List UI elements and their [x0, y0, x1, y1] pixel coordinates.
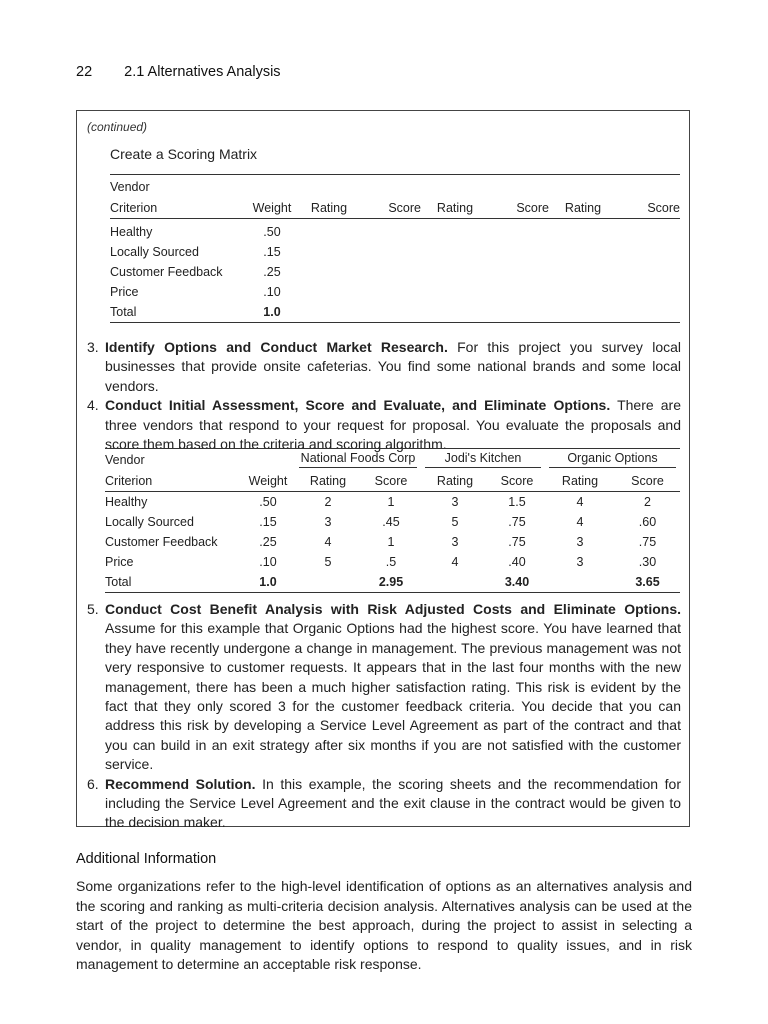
- criterion-cell: Locally Sourced: [110, 245, 199, 259]
- steps-list-a: [77, 338, 691, 454]
- rating-header: Rating: [295, 470, 361, 492]
- steps-list-b: [77, 600, 691, 833]
- matrix-title: Create a Scoring Matrix: [110, 146, 258, 162]
- criterion-cell: Customer Feedback: [110, 265, 223, 279]
- criterion-cell: Customer Feedback: [105, 535, 218, 549]
- criterion-header: Criterion: [105, 470, 241, 492]
- score-cell: .45: [382, 515, 400, 529]
- vendor-header: Vendor: [110, 179, 150, 194]
- step-number: 4.: [87, 397, 99, 414]
- score-cell: .75: [508, 515, 526, 529]
- step-number: 6.: [87, 775, 99, 792]
- step-title: Conduct Initial Assessment, Score and Evaluate, and Eliminate Options.: [105, 397, 611, 414]
- table-total-row: [105, 572, 680, 593]
- table-row: [105, 492, 680, 513]
- page-header: [76, 64, 281, 80]
- rating-cell: 3: [576, 555, 584, 569]
- score-cell: .5: [385, 555, 397, 569]
- score-cell: 1: [387, 495, 395, 509]
- list-item: [77, 775, 691, 833]
- rating-cell: 4: [576, 495, 584, 509]
- score-cell: 2: [644, 495, 651, 509]
- rating-cell: 3: [576, 535, 584, 549]
- step-text: Assume for this example that Organic Options had the highest score. You have learned that they have recently undergone a change in management. The previous management was not very responsive to customer requests. It appears that in the last four months with the new management, there has been a much higher satisfaction rating. This risk is evident by the fact that they only scored 3 for the customer feedback criteria. You decide that you can address this risk by developing a Service Level Agreement as part of the contract and that you can build in an exit strategy after six months if you are not satisfied with the customer service.: [105, 620, 681, 773]
- rating-cell: 3: [324, 515, 332, 529]
- criterion-cell: Locally Sourced: [105, 515, 194, 529]
- weight-cell: .10: [263, 285, 281, 299]
- rating-cell: 3: [451, 535, 459, 549]
- step-title: Recommend Solution.: [105, 775, 256, 792]
- score-header: Score: [617, 197, 680, 219]
- example-box: [76, 110, 690, 831]
- rating-cell: 4: [324, 535, 332, 549]
- vendor-national-foods-corp: National Foods Corp: [299, 451, 417, 468]
- step-number: 5.: [87, 601, 99, 617]
- score-cell: .75: [638, 535, 657, 549]
- weight-cell: .50: [263, 225, 281, 239]
- score-header: Score: [361, 197, 421, 219]
- score-header: Score: [361, 470, 421, 492]
- rating-cell: 2: [324, 495, 332, 509]
- step-title: Conduct Cost Benefit Analysis with Risk Adjusted Costs and Eliminate Options.: [105, 601, 681, 617]
- step-number: 3.: [87, 339, 99, 355]
- score-header: Score: [615, 470, 680, 492]
- table-total-row: [110, 302, 680, 323]
- weight-header: Weight: [247, 197, 297, 219]
- total-weight: 1.0: [259, 575, 277, 589]
- score-cell: 1: [387, 535, 395, 549]
- rating-header: Rating: [297, 197, 361, 219]
- table-row: [110, 219, 680, 243]
- table-header-row: [105, 449, 680, 471]
- scoring-matrix-table: [110, 174, 680, 323]
- table-row: [110, 242, 680, 262]
- list-item: [77, 338, 691, 396]
- rating-cell: 4: [451, 555, 459, 569]
- step-title: Identify Options and Conduct Market Research.: [105, 339, 448, 355]
- table-row: [110, 282, 680, 302]
- weight-cell: .50: [259, 495, 277, 509]
- score-cell: .30: [638, 555, 657, 569]
- criterion-header: Criterion: [110, 197, 247, 219]
- score-header: Score: [489, 470, 545, 492]
- score-header: Score: [489, 197, 549, 219]
- criterion-cell: Healthy: [105, 495, 148, 509]
- rating-header: Rating: [549, 197, 617, 219]
- table-row: [110, 262, 680, 282]
- total-weight: 1.0: [263, 305, 281, 319]
- total-label: Total: [105, 575, 132, 589]
- weight-cell: .25: [259, 535, 277, 549]
- total-score-national-foods: 2.95: [378, 575, 404, 589]
- score-cell: .40: [508, 555, 526, 569]
- additional-info-heading: Additional Information: [76, 851, 217, 867]
- rating-cell: 5: [324, 555, 332, 569]
- page-number: 22: [76, 64, 93, 80]
- additional-info-paragraph: Some organizations refer to the high-level identification of options as an alternatives analysis and the scoring and ranking as multi-criteria decision analysis. Alternatives analysis can be used at the start of the project to determine the best approach, during the project to assist in selecting a vendor, in quality management to identify options to respond to quality issues, and in risk management to determine an acceptable risk response.: [76, 878, 692, 973]
- weight-cell: .25: [263, 265, 281, 279]
- rating-header: Rating: [421, 197, 489, 219]
- vendor-header: Vendor: [105, 452, 145, 467]
- rating-cell: 4: [576, 515, 584, 529]
- rating-cell: 5: [451, 515, 459, 529]
- vendor-jodis-kitchen: Jodi's Kitchen: [425, 451, 541, 468]
- step-text: For this project you survey local businesses that provide onsite cafeterias. You find some national brands and some local vendors.: [105, 339, 681, 394]
- table-header-row: [105, 470, 680, 492]
- score-cell: .75: [508, 535, 526, 549]
- weight-cell: .15: [259, 515, 277, 529]
- weight-cell: .10: [259, 555, 277, 569]
- vendor-scores-table: [105, 448, 680, 593]
- section-title: 2.1 Alternatives Analysis: [124, 64, 281, 80]
- score-cell: 1.5: [508, 495, 526, 509]
- total-score-organic-options: 3.65: [635, 575, 660, 589]
- rating-cell: 3: [451, 495, 459, 509]
- continued-label: (continued): [87, 120, 148, 134]
- list-item: [77, 396, 691, 454]
- table-row: [105, 552, 680, 572]
- step-text: There are three vendors that respond to your request for proposal. You evaluate the proposals and score them based on the criteria and scoring algorithm.: [105, 397, 681, 453]
- weight-header: Weight: [241, 470, 295, 492]
- total-label: Total: [110, 305, 137, 319]
- score-cell: .60: [638, 515, 657, 529]
- criterion-cell: Price: [105, 555, 134, 569]
- table-header-row: [110, 197, 680, 219]
- criterion-cell: Price: [110, 285, 139, 299]
- table-header-row: [110, 175, 680, 198]
- rating-header: Rating: [545, 470, 615, 492]
- vendor-organic-options: Organic Options: [549, 451, 676, 468]
- table-row: [105, 512, 680, 532]
- total-score-jodis-kitchen: 3.40: [504, 575, 530, 589]
- table-row: [105, 532, 680, 552]
- rating-header: Rating: [421, 470, 489, 492]
- list-item: [77, 600, 691, 775]
- criterion-cell: Healthy: [110, 225, 153, 239]
- weight-cell: .15: [263, 245, 281, 259]
- step-text: In this example, the scoring sheets and the recommendation for including the Service Level Agreement and the exit clause in the contract would be given to the decision maker.: [105, 775, 681, 831]
